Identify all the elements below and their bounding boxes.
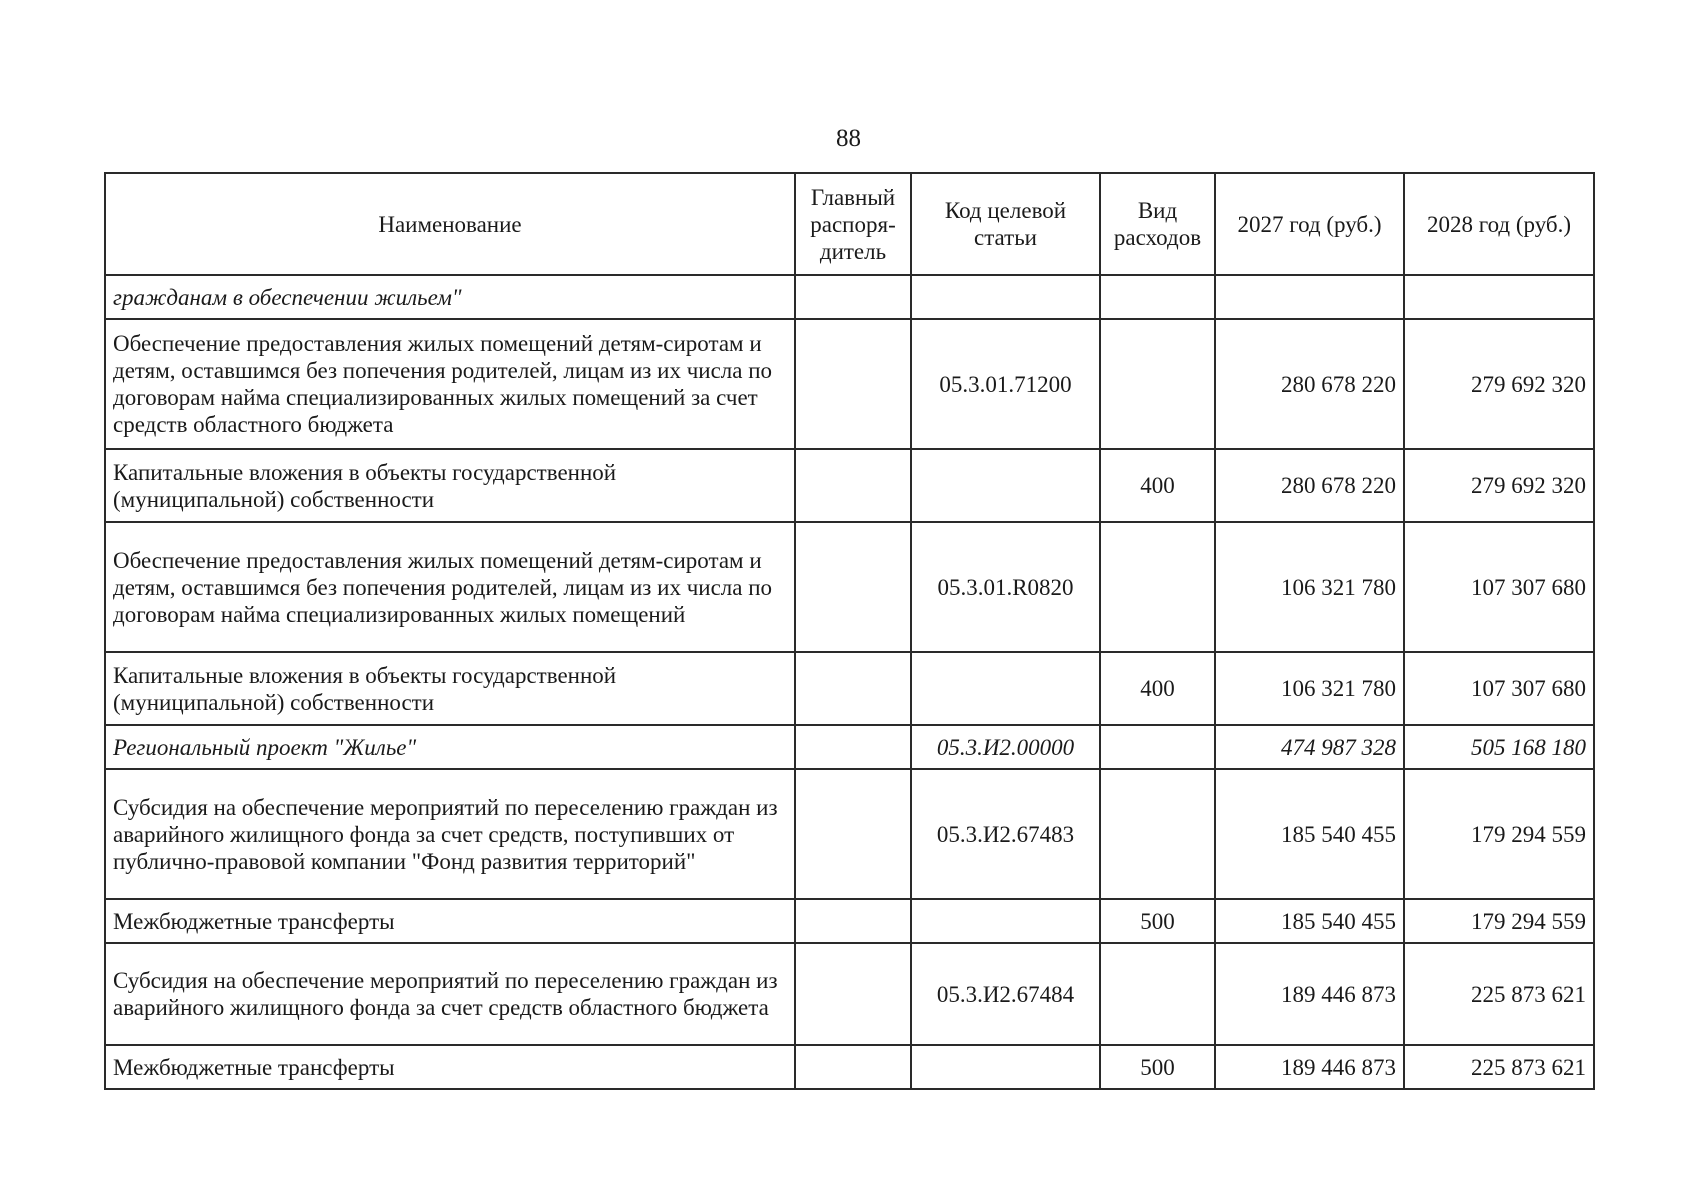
cell-name: Капитальные вложения в объекты государственной (муниципальной) собственности (105, 449, 795, 522)
cell-kind (1100, 769, 1215, 899)
table-row (105, 1045, 1594, 1089)
cell-2028: 179 294 559 (1404, 899, 1594, 943)
cell-2027: 280 678 220 (1215, 319, 1404, 449)
cell-manager (795, 725, 911, 769)
cell-kind (1100, 319, 1215, 449)
cell-name: Обеспечение предоставления жилых помещений детям-сиротам и детям, оставшимся без попечения родителей, лицам из их числа по договорам найма специализированных жилых помещений за счет средств областного бюджета (105, 319, 795, 449)
cell-2028: 279 692 320 (1404, 319, 1594, 449)
table-row (105, 769, 1594, 899)
cell-name: Обеспечение предоставления жилых помещений детям-сиротам и детям, оставшимся без попечения родителей, лицам из их числа по договорам найма специализированных жилых помещений (105, 522, 795, 652)
table-row (105, 319, 1594, 449)
cell-code (911, 275, 1100, 319)
cell-code: 05.3.01.71200 (911, 319, 1100, 449)
cell-manager (795, 522, 911, 652)
cell-code (911, 449, 1100, 522)
header-2027: 2027 год (руб.) (1215, 173, 1404, 275)
cell-manager (795, 769, 911, 899)
cell-2027: 106 321 780 (1215, 652, 1404, 725)
cell-name: Региональный проект "Жилье" (105, 725, 795, 769)
cell-2027: 185 540 455 (1215, 899, 1404, 943)
cell-manager (795, 943, 911, 1045)
cell-kind (1100, 943, 1215, 1045)
table-row (105, 522, 1594, 652)
budget-table (104, 172, 1595, 1090)
cell-2028: 107 307 680 (1404, 652, 1594, 725)
cell-kind: 400 (1100, 652, 1215, 725)
header-name: Наименование (105, 173, 795, 275)
header-2028: 2028 год (руб.) (1404, 173, 1594, 275)
cell-2027: 280 678 220 (1215, 449, 1404, 522)
cell-kind (1100, 725, 1215, 769)
cell-name: Субсидия на обеспечение мероприятий по переселению граждан из аварийного жилищного фонда за счет средств областного бюджета (105, 943, 795, 1045)
cell-manager (795, 449, 911, 522)
cell-name: Межбюджетные трансферты (105, 1045, 795, 1089)
table-row (105, 899, 1594, 943)
header-kind: Вид расходов (1100, 173, 1215, 275)
cell-code (911, 899, 1100, 943)
cell-2028: 107 307 680 (1404, 522, 1594, 652)
header-manager: Главный распоря-дитель (795, 173, 911, 275)
header-code: Код целевой статьи (911, 173, 1100, 275)
cell-name: Субсидия на обеспечение мероприятий по переселению граждан из аварийного жилищного фонда за счет средств, поступивших от публично-правовой компании "Фонд развития территорий" (105, 769, 795, 899)
cell-2027: 189 446 873 (1215, 1045, 1404, 1089)
cell-code: 05.3.01.R0820 (911, 522, 1100, 652)
cell-name: Межбюджетные трансферты (105, 899, 795, 943)
cell-kind: 500 (1100, 1045, 1215, 1089)
cell-manager (795, 652, 911, 725)
cell-code (911, 1045, 1100, 1089)
table-row (105, 449, 1594, 522)
cell-kind: 500 (1100, 899, 1215, 943)
cell-name: Капитальные вложения в объекты государственной (муниципальной) собственности (105, 652, 795, 725)
table-row (105, 943, 1594, 1045)
cell-2028: 279 692 320 (1404, 449, 1594, 522)
table-row (105, 652, 1594, 725)
cell-code: 05.3.И2.00000 (911, 725, 1100, 769)
cell-2027 (1215, 275, 1404, 319)
cell-2028: 505 168 180 (1404, 725, 1594, 769)
table-row (105, 275, 1594, 319)
cell-2027: 185 540 455 (1215, 769, 1404, 899)
cell-2027: 474 987 328 (1215, 725, 1404, 769)
cell-code (911, 652, 1100, 725)
table-row (105, 725, 1594, 769)
cell-manager (795, 319, 911, 449)
cell-2027: 106 321 780 (1215, 522, 1404, 652)
cell-code: 05.3.И2.67484 (911, 943, 1100, 1045)
cell-2027: 189 446 873 (1215, 943, 1404, 1045)
table-header-row (105, 173, 1594, 275)
cell-name: гражданам в обеспечении жильем" (105, 275, 795, 319)
cell-code: 05.3.И2.67483 (911, 769, 1100, 899)
cell-2028: 179 294 559 (1404, 769, 1594, 899)
cell-2028: 225 873 621 (1404, 943, 1594, 1045)
cell-manager (795, 275, 911, 319)
cell-kind (1100, 275, 1215, 319)
cell-2028: 225 873 621 (1404, 1045, 1594, 1089)
cell-2028 (1404, 275, 1594, 319)
cell-manager (795, 1045, 911, 1089)
page-number: 88 (836, 125, 861, 152)
cell-manager (795, 899, 911, 943)
cell-kind: 400 (1100, 449, 1215, 522)
cell-kind (1100, 522, 1215, 652)
